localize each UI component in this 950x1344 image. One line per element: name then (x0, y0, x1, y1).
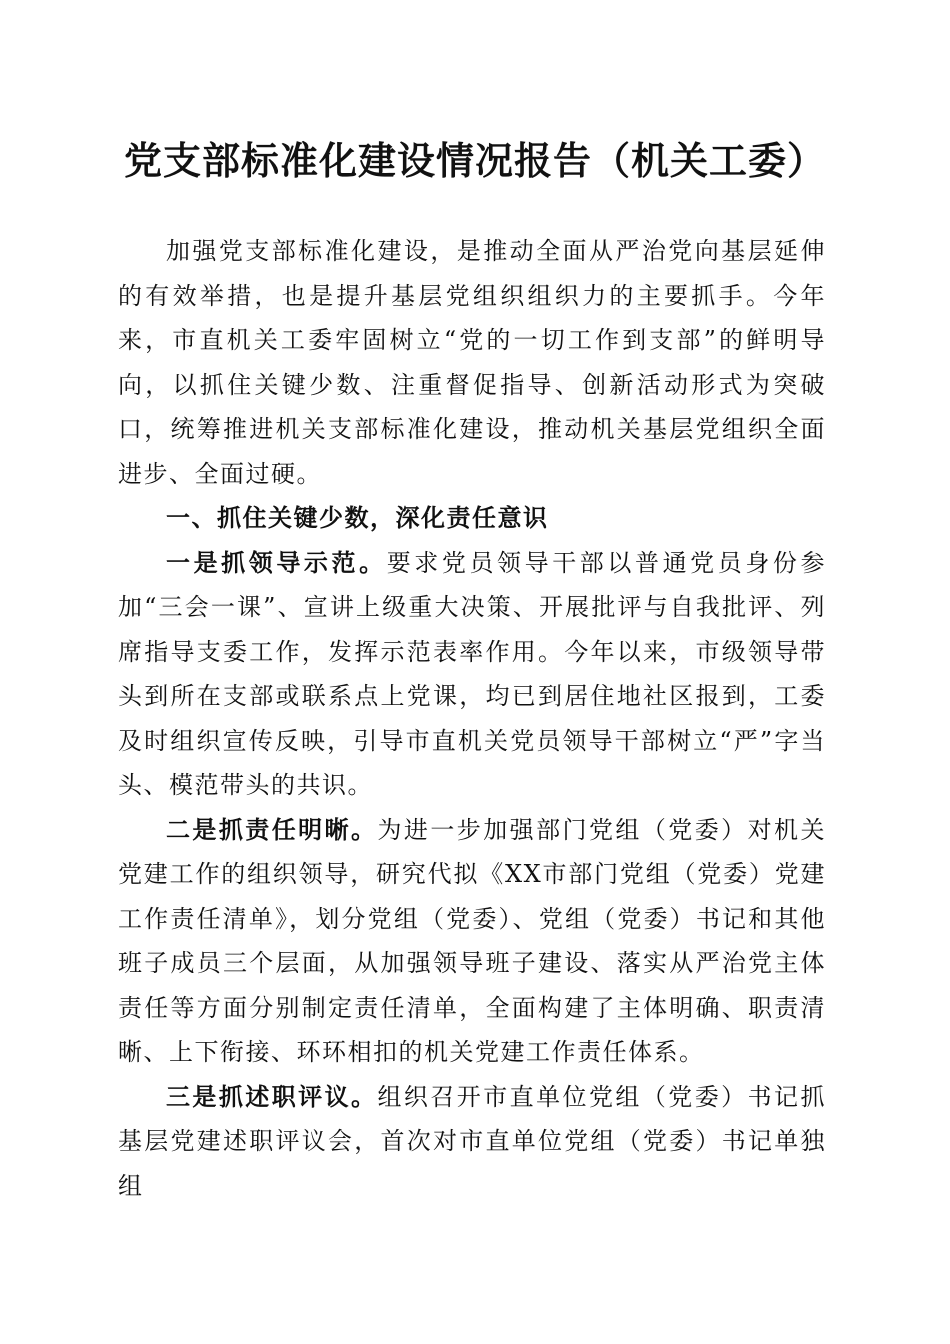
item-lead-3: 三是抓述职评议。 (166, 1081, 378, 1111)
item-paragraph-3 (118, 1075, 826, 1209)
item-paragraph-1 (118, 541, 826, 808)
item-text-3: 组织召开市直单位党组（党委）书记抓基层党建述职评议会，首次对市直单位党组（党委）书记单独组 (118, 1082, 826, 1200)
item-lead-2: 二是抓责任明晰。 (166, 814, 378, 844)
document-title: 党支部标准化建设情况报告（机关工委） (123, 138, 826, 183)
item-text-1: 要求党员领导干部以普通党员身份参加“三会一课”、宣讲上级重大决策、开展批评与自我批评、列席指导支委工作，发挥示范表率作用。今年以来，市级领导带头到所在支部或联系点上党课，均已到居住地社区报到，工委及时组织宣传反映，引导市直机关党员领导干部树立“严”字当头、模范带头的共识。 (118, 548, 827, 799)
document-body (118, 229, 826, 1208)
intro-paragraph: 加强党支部标准化建设，是推动全面从严治党向基层延伸的有效举措，也是提升基层党组织组织力的主要抓手。今年来，市直机关工委牢固树立“党的一切工作到支部”的鲜明导向，以抓住关键少数、注重督促指导、创新活动形式为突破口，统筹推进机关支部标准化建设，推动机关基层党组织全面进步、全面过硬。 (118, 237, 826, 488)
section-heading-1: 一、抓住关键少数，深化责任意识 (166, 504, 549, 532)
item-lead-1: 一是抓领导示范。 (166, 547, 387, 577)
item-text-2: 为进一步加强部门党组（党委）对机关党建工作的组织领导，研究代拟《XX市部门党组（党委）党建工作责任清单》，划分党组（党委）、党组（党委）书记和其他班子成员三个层面，从加强领导班子建设、落实从严治党主体责任等方面分别制定责任清单，全面构建了主体明确、职责清晰、上下衔接、环环相扣的机关党建工作责任体系。 (118, 815, 826, 1066)
item-paragraph-2 (118, 808, 826, 1075)
